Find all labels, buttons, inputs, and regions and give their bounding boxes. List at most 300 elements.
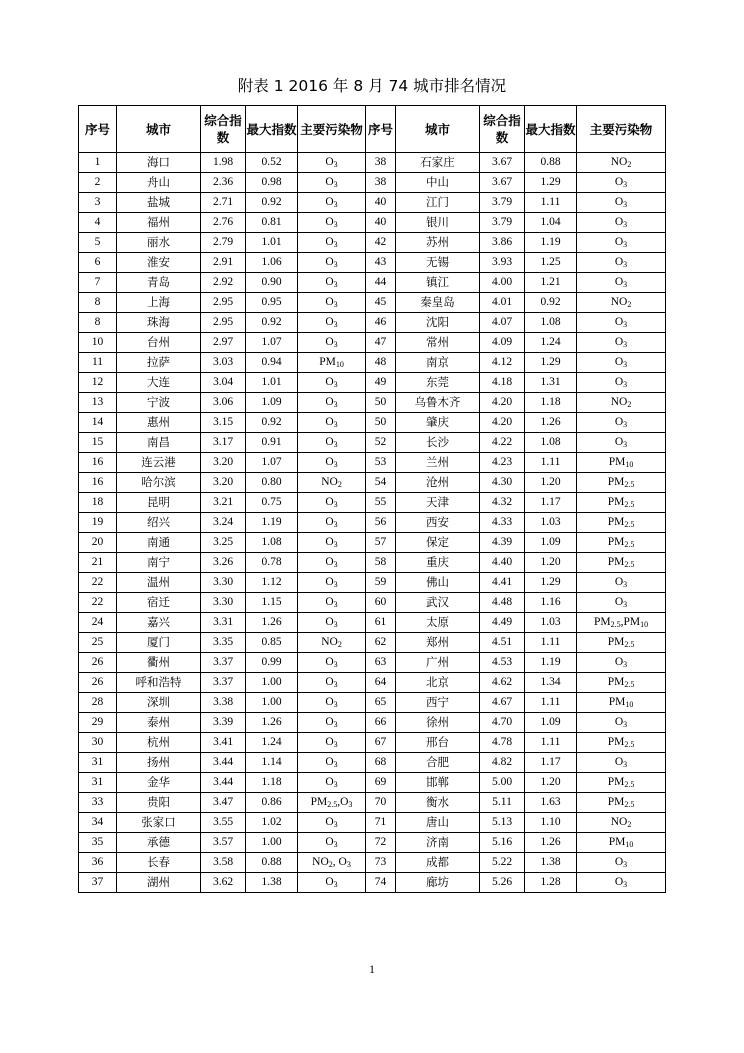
index-cell: 4.22 [480, 433, 525, 453]
rank-cell: 30 [79, 733, 117, 753]
pollutant-cell: $O_3$ [577, 353, 666, 373]
rank-cell: 14 [79, 413, 117, 433]
city-cell: 太原 [396, 613, 480, 633]
city-cell: 珠海 [117, 313, 201, 333]
max-index-cell: 1.63 [525, 793, 577, 813]
pollutant-cell: $O_3$ [298, 873, 366, 893]
table-row [79, 773, 666, 793]
max-index-cell: 1.02 [246, 813, 298, 833]
city-cell: 上海 [117, 293, 201, 313]
max-index-cell: 1.18 [525, 393, 577, 413]
city-cell: 西安 [396, 513, 480, 533]
city-cell: 宿迁 [117, 593, 201, 613]
pollutant-cell: $O_3$ [298, 273, 366, 293]
table-row [79, 633, 666, 653]
max-index-cell: 1.03 [525, 513, 577, 533]
index-cell: 4.70 [480, 713, 525, 733]
header-pollutant: 主要污染物 [298, 106, 366, 153]
header-max-index: 最大指数 [246, 106, 298, 153]
table-row [79, 413, 666, 433]
table-row [79, 353, 666, 373]
rank-cell: 37 [79, 873, 117, 893]
table-row [79, 333, 666, 353]
max-index-cell: 1.16 [525, 593, 577, 613]
index-cell: 5.11 [480, 793, 525, 813]
pollutant-cell: $O_3$ [298, 713, 366, 733]
max-index-cell: 1.24 [246, 733, 298, 753]
index-cell: 4.20 [480, 393, 525, 413]
rank-cell: 31 [79, 753, 117, 773]
pollutant-cell: $O_3$ [298, 513, 366, 533]
rank-cell: 1 [79, 153, 117, 173]
pollutant-cell: $PM_{2.5}$ [577, 513, 666, 533]
pollutant-cell: $O_3$ [577, 273, 666, 293]
index-cell: 3.03 [201, 353, 246, 373]
city-cell: 大连 [117, 373, 201, 393]
rank-cell: 42 [366, 233, 396, 253]
pollutant-cell: $O_3$ [298, 573, 366, 593]
pollutant-cell: $O_3$ [298, 413, 366, 433]
max-index-cell: 1.09 [246, 393, 298, 413]
index-cell: 5.00 [480, 773, 525, 793]
max-index-cell: 1.20 [525, 553, 577, 573]
rank-cell: 26 [79, 673, 117, 693]
pollutant-cell: $PM_{10}$ [577, 833, 666, 853]
max-index-cell: 1.11 [525, 193, 577, 213]
rank-cell: 55 [366, 493, 396, 513]
table-row [79, 173, 666, 193]
city-cell: 哈尔滨 [117, 473, 201, 493]
max-index-cell: 1.11 [525, 453, 577, 473]
index-cell: 3.06 [201, 393, 246, 413]
pollutant-cell: $PM_{2.5}$ [577, 733, 666, 753]
max-index-cell: 1.17 [525, 753, 577, 773]
index-cell: 4.33 [480, 513, 525, 533]
table-row [79, 313, 666, 333]
pollutant-cell: $O_3$ [577, 313, 666, 333]
city-cell: 合肥 [396, 753, 480, 773]
city-cell: 郑州 [396, 633, 480, 653]
max-index-cell: 1.19 [246, 513, 298, 533]
table-row [79, 513, 666, 533]
pollutant-cell: $O_3$ [577, 413, 666, 433]
pollutant-cell: $NO_2$, $O_3$ [298, 853, 366, 873]
index-cell: 4.01 [480, 293, 525, 313]
city-cell: 乌鲁木齐 [396, 393, 480, 413]
rank-cell: 13 [79, 393, 117, 413]
table-row [79, 673, 666, 693]
index-cell: 3.37 [201, 673, 246, 693]
index-cell: 4.67 [480, 693, 525, 713]
index-cell: 4.62 [480, 673, 525, 693]
rank-cell: 3 [79, 193, 117, 213]
rank-cell: 53 [366, 453, 396, 473]
max-index-cell: 0.75 [246, 493, 298, 513]
index-cell: 3.58 [201, 853, 246, 873]
table-row [79, 253, 666, 273]
rank-cell: 73 [366, 853, 396, 873]
pollutant-cell: $O_3$ [298, 653, 366, 673]
index-cell: 4.49 [480, 613, 525, 633]
city-cell: 无锡 [396, 253, 480, 273]
max-index-cell: 1.00 [246, 673, 298, 693]
rank-cell: 28 [79, 693, 117, 713]
max-index-cell: 0.81 [246, 213, 298, 233]
rank-cell: 16 [79, 473, 117, 493]
rank-cell: 8 [79, 293, 117, 313]
pollutant-cell: $O_3$ [298, 533, 366, 553]
rank-cell: 45 [366, 293, 396, 313]
max-index-cell: 1.34 [525, 673, 577, 693]
pollutant-cell: $PM_{10}$ [577, 453, 666, 473]
index-cell: 3.79 [480, 193, 525, 213]
max-index-cell: 1.20 [525, 773, 577, 793]
city-cell: 沧州 [396, 473, 480, 493]
rank-cell: 11 [79, 353, 117, 373]
index-cell: 2.36 [201, 173, 246, 193]
index-cell: 4.00 [480, 273, 525, 293]
rank-cell: 22 [79, 593, 117, 613]
max-index-cell: 1.29 [525, 353, 577, 373]
city-cell: 廊坊 [396, 873, 480, 893]
pollutant-cell: $O_3$ [577, 573, 666, 593]
max-index-cell: 0.80 [246, 473, 298, 493]
max-index-cell: 1.15 [246, 593, 298, 613]
max-index-cell: 1.38 [525, 853, 577, 873]
index-cell: 3.39 [201, 713, 246, 733]
max-index-cell: 1.31 [525, 373, 577, 393]
rank-cell: 54 [366, 473, 396, 493]
table-row [79, 393, 666, 413]
pollutant-cell: $O_3$ [577, 213, 666, 233]
max-index-cell: 1.11 [525, 733, 577, 753]
max-index-cell: 0.92 [246, 193, 298, 213]
table-row [79, 533, 666, 553]
city-cell: 南通 [117, 533, 201, 553]
city-cell: 昆明 [117, 493, 201, 513]
max-index-cell: 0.78 [246, 553, 298, 573]
pollutant-cell: $PM_{2.5}$ [577, 773, 666, 793]
pollutant-cell: $O_3$ [298, 233, 366, 253]
city-cell: 拉萨 [117, 353, 201, 373]
city-cell: 东莞 [396, 373, 480, 393]
rank-cell: 21 [79, 553, 117, 573]
max-index-cell: 1.03 [525, 613, 577, 633]
rank-cell: 57 [366, 533, 396, 553]
header-pollutant: 主要污染物 [577, 106, 666, 153]
city-cell: 武汉 [396, 593, 480, 613]
city-cell: 中山 [396, 173, 480, 193]
rank-cell: 16 [79, 453, 117, 473]
index-cell: 4.51 [480, 633, 525, 653]
pollutant-cell: $O_3$ [577, 173, 666, 193]
max-index-cell: 0.88 [525, 153, 577, 173]
city-cell: 石家庄 [396, 153, 480, 173]
max-index-cell: 0.86 [246, 793, 298, 813]
table-row [79, 273, 666, 293]
table-header-row [79, 106, 666, 153]
pollutant-cell: $O_3$ [298, 373, 366, 393]
index-cell: 3.20 [201, 473, 246, 493]
pollutant-cell: $PM_{2.5}$ [577, 473, 666, 493]
table-row [79, 733, 666, 753]
rank-cell: 62 [366, 633, 396, 653]
table-row [79, 193, 666, 213]
max-index-cell: 0.88 [246, 853, 298, 873]
index-cell: 3.41 [201, 733, 246, 753]
max-index-cell: 1.29 [525, 573, 577, 593]
max-index-cell: 0.99 [246, 653, 298, 673]
pollutant-cell: $NO_2$ [577, 293, 666, 313]
pollutant-cell: $PM_{2.5}$ [577, 493, 666, 513]
index-cell: 3.21 [201, 493, 246, 513]
index-cell: 4.07 [480, 313, 525, 333]
max-index-cell: 1.10 [525, 813, 577, 833]
index-cell: 5.26 [480, 873, 525, 893]
rank-cell: 20 [79, 533, 117, 553]
city-cell: 承德 [117, 833, 201, 853]
city-cell: 海口 [117, 153, 201, 173]
rank-cell: 58 [366, 553, 396, 573]
city-cell: 秦皇岛 [396, 293, 480, 313]
city-cell: 邢台 [396, 733, 480, 753]
rank-cell: 15 [79, 433, 117, 453]
index-cell: 3.86 [480, 233, 525, 253]
pollutant-cell: $PM_{2.5}$ [577, 553, 666, 573]
rank-cell: 12 [79, 373, 117, 393]
index-cell: 2.71 [201, 193, 246, 213]
city-cell: 扬州 [117, 753, 201, 773]
pollutant-cell: $O_3$ [298, 313, 366, 333]
max-index-cell: 1.26 [525, 833, 577, 853]
pollutant-cell: $NO_2$ [577, 813, 666, 833]
table-row [79, 753, 666, 773]
pollutant-cell: $O_3$ [298, 453, 366, 473]
index-cell: 2.97 [201, 333, 246, 353]
rank-cell: 8 [79, 313, 117, 333]
rank-cell: 10 [79, 333, 117, 353]
rank-cell: 48 [366, 353, 396, 373]
rank-cell: 56 [366, 513, 396, 533]
pollutant-cell: $O_3$ [577, 193, 666, 213]
rank-cell: 71 [366, 813, 396, 833]
city-cell: 西宁 [396, 693, 480, 713]
city-cell: 舟山 [117, 173, 201, 193]
index-cell: 3.24 [201, 513, 246, 533]
rank-cell: 49 [366, 373, 396, 393]
pollutant-cell: $O_3$ [298, 773, 366, 793]
rank-cell: 61 [366, 613, 396, 633]
max-index-cell: 1.20 [525, 473, 577, 493]
index-cell: 3.93 [480, 253, 525, 273]
rank-cell: 40 [366, 193, 396, 213]
city-cell: 北京 [396, 673, 480, 693]
index-cell: 3.31 [201, 613, 246, 633]
city-ranking-table [78, 105, 666, 893]
rank-cell: 60 [366, 593, 396, 613]
index-cell: 3.67 [480, 173, 525, 193]
max-index-cell: 1.26 [525, 413, 577, 433]
city-cell: 天津 [396, 493, 480, 513]
index-cell: 5.13 [480, 813, 525, 833]
max-index-cell: 0.91 [246, 433, 298, 453]
rank-cell: 38 [366, 153, 396, 173]
index-cell: 1.98 [201, 153, 246, 173]
pollutant-cell: $O_3$ [577, 853, 666, 873]
index-cell: 3.57 [201, 833, 246, 853]
max-index-cell: 0.90 [246, 273, 298, 293]
pollutant-cell: $O_3$ [298, 693, 366, 713]
max-index-cell: 0.94 [246, 353, 298, 373]
pollutant-cell: $NO_2$ [577, 393, 666, 413]
index-cell: 4.18 [480, 373, 525, 393]
pollutant-cell: $O_3$ [298, 153, 366, 173]
city-cell: 南宁 [117, 553, 201, 573]
pollutant-cell: $O_3$ [298, 593, 366, 613]
city-cell: 惠州 [117, 413, 201, 433]
pollutant-cell: $PM_{2.5},PM_{10}$ [577, 613, 666, 633]
index-cell: 3.17 [201, 433, 246, 453]
pollutant-cell: $O_3$ [298, 433, 366, 453]
table-row [79, 853, 666, 873]
index-cell: 2.79 [201, 233, 246, 253]
city-cell: 保定 [396, 533, 480, 553]
rank-cell: 38 [366, 173, 396, 193]
index-cell: 4.40 [480, 553, 525, 573]
index-cell: 4.30 [480, 473, 525, 493]
header-max-index: 最大指数 [525, 106, 577, 153]
table-row [79, 553, 666, 573]
pollutant-cell: $O_3$ [298, 673, 366, 693]
city-cell: 淮安 [117, 253, 201, 273]
rank-cell: 33 [79, 793, 117, 813]
max-index-cell: 1.08 [525, 313, 577, 333]
table-row [79, 233, 666, 253]
city-cell: 盐城 [117, 193, 201, 213]
table-row [79, 453, 666, 473]
rank-cell: 63 [366, 653, 396, 673]
pollutant-cell: $O_3$ [577, 433, 666, 453]
max-index-cell: 0.85 [246, 633, 298, 653]
max-index-cell: 1.00 [246, 833, 298, 853]
rank-cell: 7 [79, 273, 117, 293]
pollutant-cell: $NO_2$ [298, 473, 366, 493]
city-cell: 沈阳 [396, 313, 480, 333]
rank-cell: 34 [79, 813, 117, 833]
index-cell: 3.62 [201, 873, 246, 893]
table-row [79, 653, 666, 673]
index-cell: 3.55 [201, 813, 246, 833]
max-index-cell: 1.07 [246, 453, 298, 473]
table-row [79, 153, 666, 173]
rank-cell: 59 [366, 573, 396, 593]
header-index: 综合指数 [480, 106, 525, 153]
pollutant-cell: $NO_2$ [298, 633, 366, 653]
rank-cell: 5 [79, 233, 117, 253]
max-index-cell: 1.19 [525, 653, 577, 673]
pollutant-cell: $PM_{2.5},O_3$ [298, 793, 366, 813]
rank-cell: 66 [366, 713, 396, 733]
pollutant-cell: $O_3$ [298, 253, 366, 273]
index-cell: 2.92 [201, 273, 246, 293]
city-cell: 银川 [396, 213, 480, 233]
rank-cell: 46 [366, 313, 396, 333]
city-cell: 重庆 [396, 553, 480, 573]
city-cell: 呼和浩特 [117, 673, 201, 693]
pollutant-cell: $O_3$ [577, 873, 666, 893]
max-index-cell: 1.08 [525, 433, 577, 453]
rank-cell: 36 [79, 853, 117, 873]
city-cell: 青岛 [117, 273, 201, 293]
table-row [79, 493, 666, 513]
rank-cell: 4 [79, 213, 117, 233]
pollutant-cell: $O_3$ [298, 493, 366, 513]
pollutant-cell: $O_3$ [298, 393, 366, 413]
max-index-cell: 1.24 [525, 333, 577, 353]
index-cell: 2.76 [201, 213, 246, 233]
max-index-cell: 1.07 [246, 333, 298, 353]
pollutant-cell: $PM_{2.5}$ [577, 533, 666, 553]
max-index-cell: 1.00 [246, 693, 298, 713]
city-cell: 广州 [396, 653, 480, 673]
city-cell: 江门 [396, 193, 480, 213]
pollutant-cell: $O_3$ [577, 713, 666, 733]
city-cell: 厦门 [117, 633, 201, 653]
city-cell: 衢州 [117, 653, 201, 673]
city-cell: 成都 [396, 853, 480, 873]
max-index-cell: 1.11 [525, 693, 577, 713]
pollutant-cell: $O_3$ [577, 253, 666, 273]
city-cell: 苏州 [396, 233, 480, 253]
index-cell: 2.95 [201, 293, 246, 313]
index-cell: 2.91 [201, 253, 246, 273]
table-row [79, 793, 666, 813]
city-cell: 温州 [117, 573, 201, 593]
rank-cell: 25 [79, 633, 117, 653]
pollutant-cell: $PM_{10}$ [577, 693, 666, 713]
rank-cell: 68 [366, 753, 396, 773]
index-cell: 3.67 [480, 153, 525, 173]
pollutant-cell: $O_3$ [298, 613, 366, 633]
rank-cell: 65 [366, 693, 396, 713]
city-cell: 衡水 [396, 793, 480, 813]
index-cell: 4.12 [480, 353, 525, 373]
city-cell: 常州 [396, 333, 480, 353]
rank-cell: 43 [366, 253, 396, 273]
rank-cell: 50 [366, 413, 396, 433]
table-row [79, 813, 666, 833]
header-index: 综合指数 [201, 106, 246, 153]
header-city: 城市 [396, 106, 480, 153]
rank-cell: 40 [366, 213, 396, 233]
table-row [79, 713, 666, 733]
max-index-cell: 1.29 [525, 173, 577, 193]
table-row [79, 613, 666, 633]
rank-cell: 22 [79, 573, 117, 593]
max-index-cell: 0.52 [246, 153, 298, 173]
pollutant-cell: $PM_{2.5}$ [577, 793, 666, 813]
max-index-cell: 1.09 [525, 713, 577, 733]
city-cell: 贵阳 [117, 793, 201, 813]
city-cell: 台州 [117, 333, 201, 353]
max-index-cell: 0.98 [246, 173, 298, 193]
index-cell: 3.25 [201, 533, 246, 553]
header-city: 城市 [117, 106, 201, 153]
index-cell: 3.20 [201, 453, 246, 473]
index-cell: 3.38 [201, 693, 246, 713]
max-index-cell: 1.06 [246, 253, 298, 273]
city-cell: 镇江 [396, 273, 480, 293]
